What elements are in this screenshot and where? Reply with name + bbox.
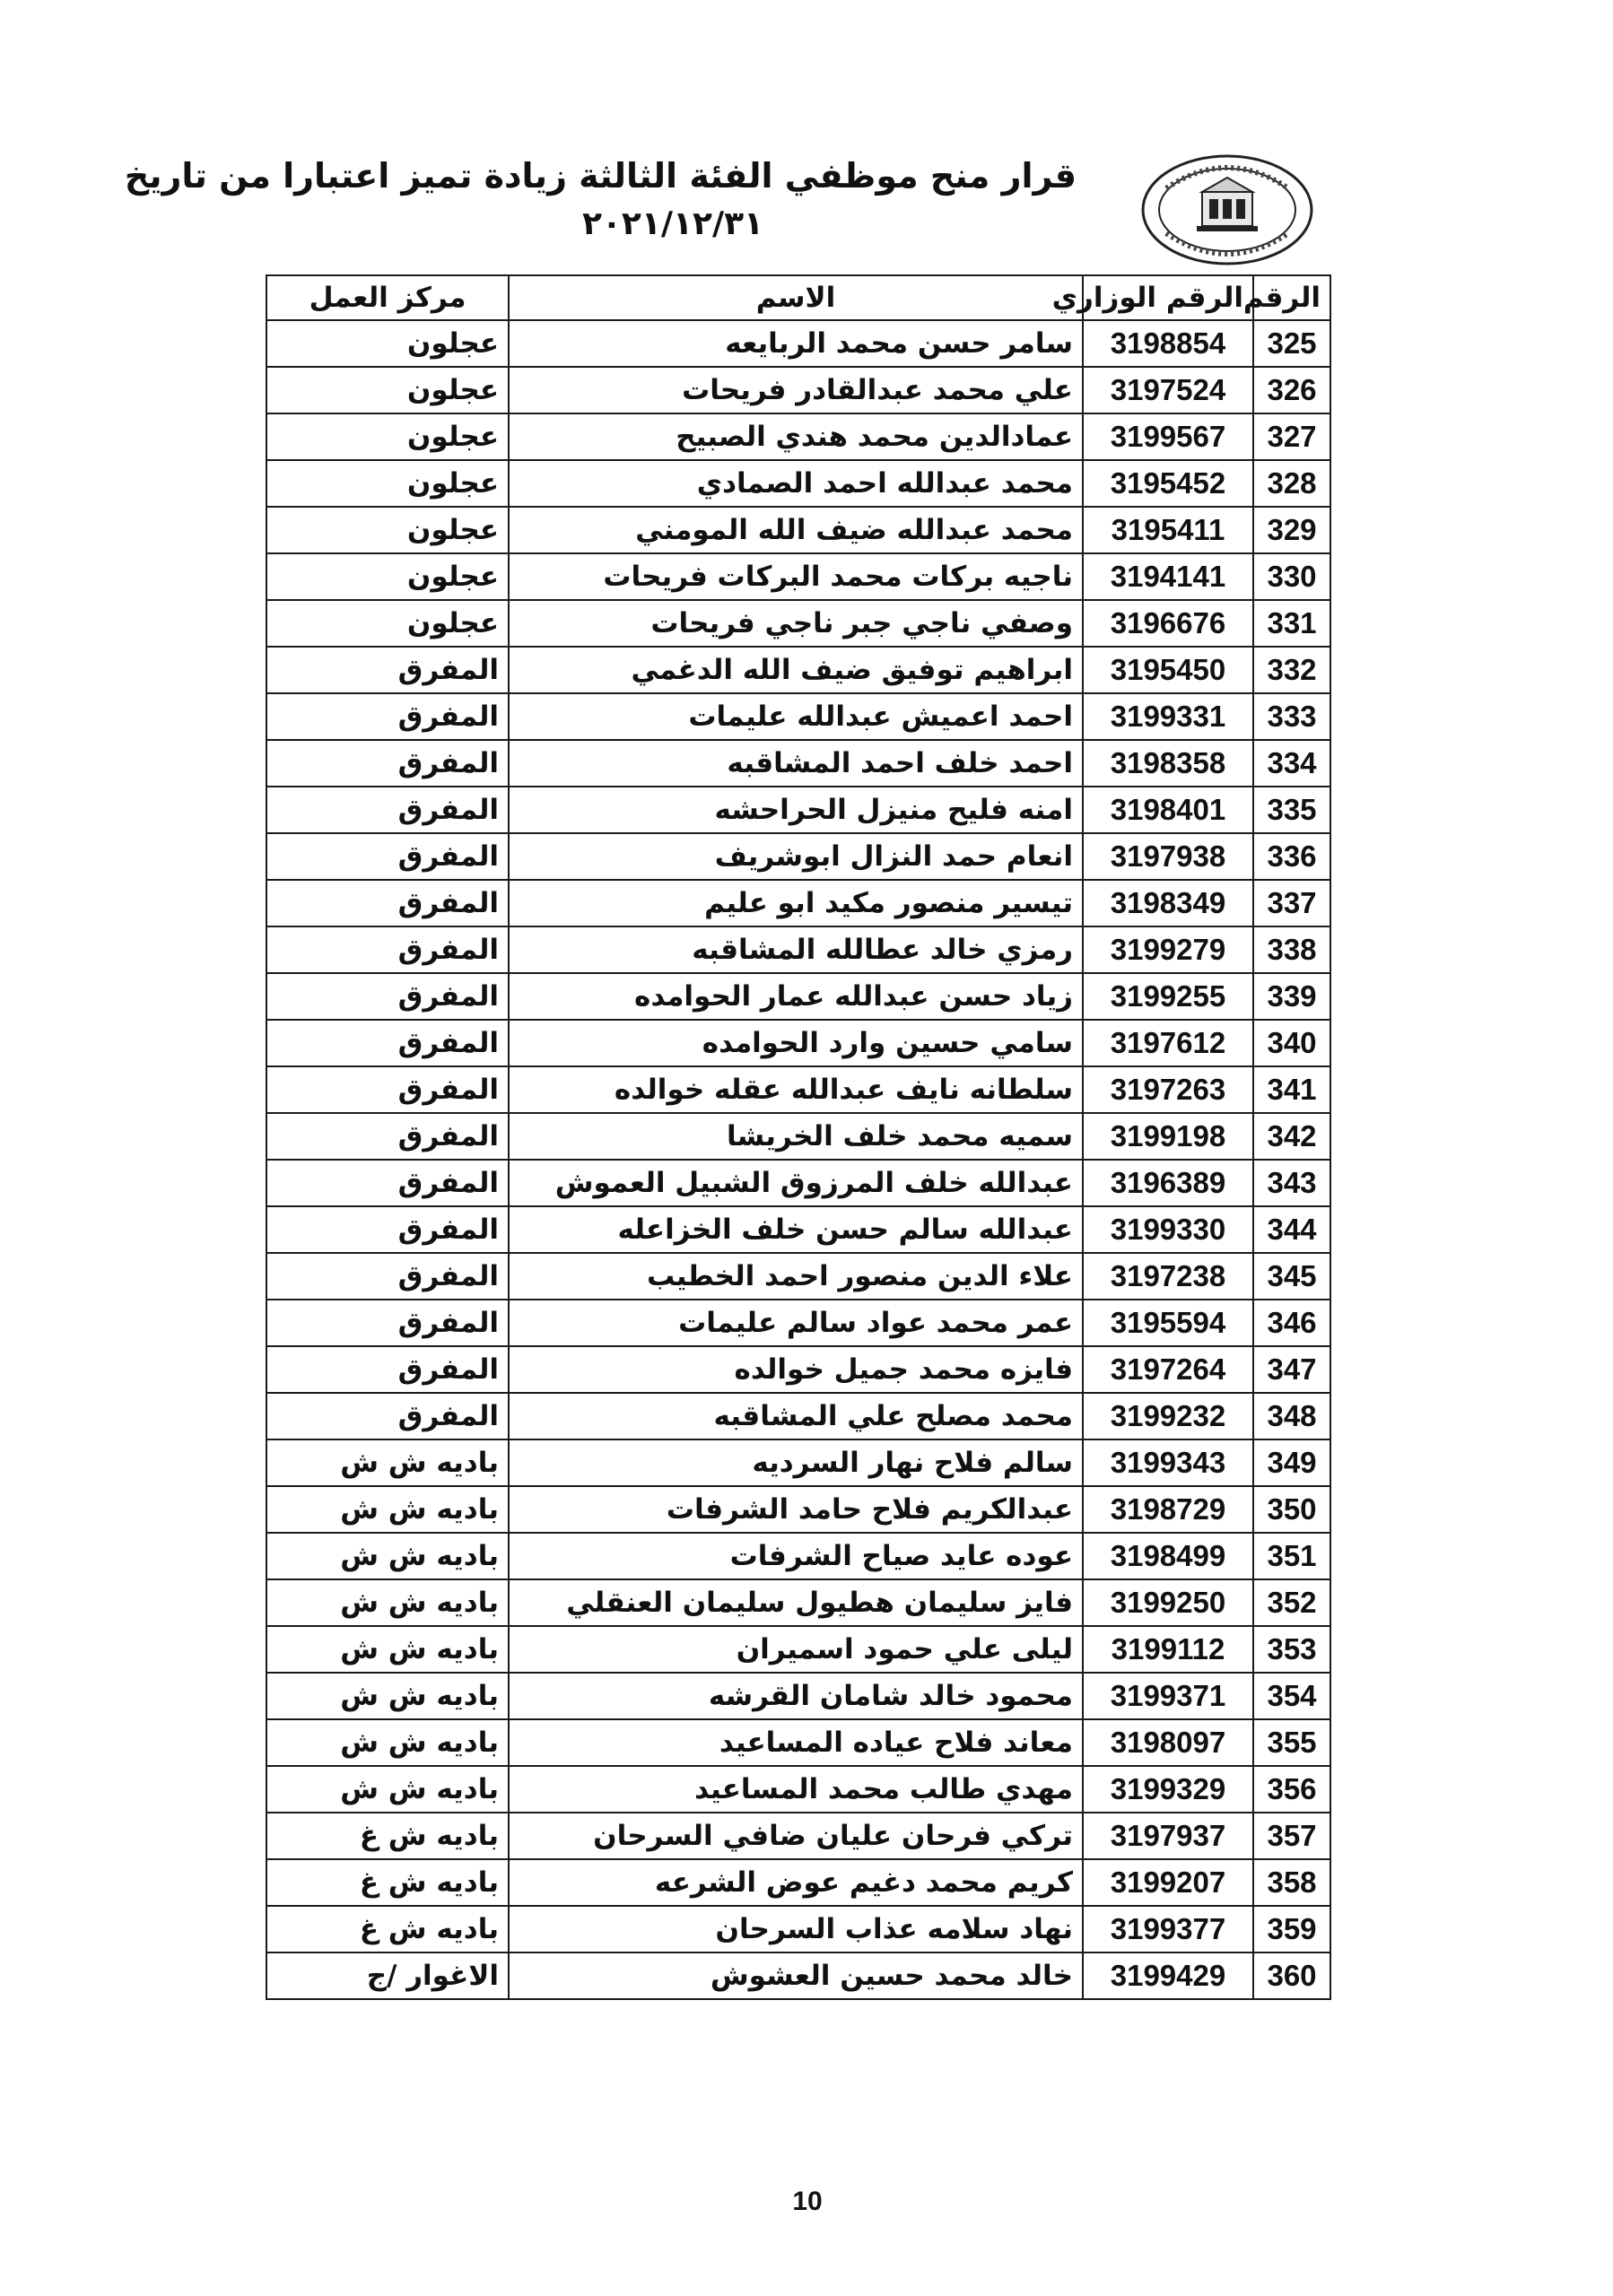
cell-number: 329 (1253, 507, 1330, 553)
cell-number: 336 (1253, 833, 1330, 880)
cell-ministerial-number: 3197264 (1083, 1346, 1253, 1393)
cell-ministerial-number: 3199377 (1083, 1906, 1253, 1952)
cell-number: 331 (1253, 600, 1330, 647)
cell-ministerial-number: 3198358 (1083, 740, 1253, 787)
page-number: 10 (792, 2187, 823, 2216)
column-header-ministerial-number: الرقم الوزاري (1083, 275, 1253, 320)
table-row (266, 1346, 1330, 1393)
cell-workplace: باديه ش ش (266, 1533, 509, 1579)
cell-number: 326 (1253, 367, 1330, 413)
cell-ministerial-number: 3199250 (1083, 1579, 1253, 1626)
table-row (266, 740, 1330, 787)
cell-name: محمد عبدالله احمد الصمادي (509, 460, 1083, 507)
employees-table (266, 274, 1331, 2000)
cell-number: 334 (1253, 740, 1330, 787)
cell-number: 354 (1253, 1673, 1330, 1719)
table-row (266, 926, 1330, 973)
table-row (266, 693, 1330, 740)
cell-ministerial-number: 3195411 (1083, 507, 1253, 553)
table-row (266, 1906, 1330, 1952)
table-row (266, 1020, 1330, 1066)
cell-number: 355 (1253, 1719, 1330, 1766)
cell-number: 335 (1253, 787, 1330, 833)
table-row (266, 1952, 1330, 1999)
cell-ministerial-number: 3196389 (1083, 1160, 1253, 1206)
cell-name: عبدالكريم فلاح حامد الشرفات (509, 1486, 1083, 1533)
table-row (266, 600, 1330, 647)
cell-workplace: باديه ش ش (266, 1766, 509, 1813)
table-row (266, 1533, 1330, 1579)
cell-ministerial-number: 3199232 (1083, 1393, 1253, 1439)
cell-workplace: باديه ش غ (266, 1813, 509, 1859)
cell-ministerial-number: 3199371 (1083, 1673, 1253, 1719)
cell-number: 337 (1253, 880, 1330, 926)
cell-number: 347 (1253, 1346, 1330, 1393)
cell-workplace: عجلون (266, 553, 509, 600)
cell-number: 330 (1253, 553, 1330, 600)
cell-workplace: باديه ش ش (266, 1439, 509, 1486)
title-line-1: قرار منح موظفي الفئة الثالثة زيادة تميز اعتبارا من تاريخ (124, 156, 1077, 196)
cell-name: علاء الدين منصور احمد الخطيب (509, 1253, 1083, 1300)
cell-ministerial-number: 3197937 (1083, 1813, 1253, 1859)
cell-name: انعام حمد النزال ابوشريف (509, 833, 1083, 880)
cell-number: 340 (1253, 1020, 1330, 1066)
cell-workplace: المفرق (266, 1020, 509, 1066)
cell-ministerial-number: 3197238 (1083, 1253, 1253, 1300)
table-row (266, 460, 1330, 507)
table-row (266, 1113, 1330, 1160)
table-row (266, 1439, 1330, 1486)
cell-name: ابراهيم توفيق ضيف الله الدغمي (509, 647, 1083, 693)
cell-number: 338 (1253, 926, 1330, 973)
cell-name: مهدي طالب محمد المساعيد (509, 1766, 1083, 1813)
cell-number: 344 (1253, 1206, 1330, 1253)
column-header-workplace: مركز العمل (266, 275, 509, 320)
cell-number: 339 (1253, 973, 1330, 1020)
table-row (266, 367, 1330, 413)
cell-ministerial-number: 3198097 (1083, 1719, 1253, 1766)
cell-number: 333 (1253, 693, 1330, 740)
table-row (266, 973, 1330, 1020)
cell-number: 360 (1253, 1952, 1330, 1999)
cell-number: 353 (1253, 1626, 1330, 1673)
cell-name: عمادالدين محمد هندي الصبيح (509, 413, 1083, 460)
cell-ministerial-number: 3198854 (1083, 320, 1253, 367)
cell-workplace: المفرق (266, 647, 509, 693)
table-row (266, 1859, 1330, 1906)
table-row (266, 787, 1330, 833)
cell-name: عوده عايد صياح الشرفات (509, 1533, 1083, 1579)
cell-ministerial-number: 3199330 (1083, 1206, 1253, 1253)
table-row (266, 1160, 1330, 1206)
cell-ministerial-number: 3199343 (1083, 1439, 1253, 1486)
table-row (266, 1253, 1330, 1300)
cell-name: فايزه محمد جميل خوالده (509, 1346, 1083, 1393)
cell-name: تيسير منصور مكيد ابو عليم (509, 880, 1083, 926)
cell-ministerial-number: 3195452 (1083, 460, 1253, 507)
cell-ministerial-number: 3195594 (1083, 1300, 1253, 1346)
cell-number: 328 (1253, 460, 1330, 507)
cell-number: 351 (1253, 1533, 1330, 1579)
cell-workplace: باديه ش ش (266, 1579, 509, 1626)
cell-workplace: المفرق (266, 833, 509, 880)
cell-name: ليلى علي حمود اسميران (509, 1626, 1083, 1673)
cell-ministerial-number: 3196676 (1083, 600, 1253, 647)
cell-name: سلطانه نايف عبدالله عقله خوالده (509, 1066, 1083, 1113)
cell-number: 352 (1253, 1579, 1330, 1626)
cell-name: ناجيه بركات محمد البركات فريحات (509, 553, 1083, 600)
cell-number: 349 (1253, 1439, 1330, 1486)
table-row (266, 1719, 1330, 1766)
table-row (266, 1766, 1330, 1813)
cell-number: 343 (1253, 1160, 1330, 1206)
cell-ministerial-number: 3197524 (1083, 367, 1253, 413)
cell-number: 325 (1253, 320, 1330, 367)
table-row (266, 833, 1330, 880)
cell-name: كريم محمد دغيم عوض الشرعه (509, 1859, 1083, 1906)
cell-workplace: المفرق (266, 1160, 509, 1206)
table-row (266, 507, 1330, 553)
table-row (266, 553, 1330, 600)
cell-number: 332 (1253, 647, 1330, 693)
cell-name: احمد خلف احمد المشاقبه (509, 740, 1083, 787)
cell-ministerial-number: 3198349 (1083, 880, 1253, 926)
cell-number: 341 (1253, 1066, 1330, 1113)
cell-name: محمد عبدالله ضيف الله المومني (509, 507, 1083, 553)
table-row (266, 647, 1330, 693)
cell-workplace: عجلون (266, 460, 509, 507)
cell-name: سامي حسين وارد الحوامده (509, 1020, 1083, 1066)
cell-number: 345 (1253, 1253, 1330, 1300)
table-row (266, 880, 1330, 926)
cell-name: عبدالله خلف المرزوق الشبيل العموش (509, 1160, 1083, 1206)
cell-name: معاند فلاح عياده المساعيد (509, 1719, 1083, 1766)
cell-name: عبدالله سالم حسن خلف الخزاعله (509, 1206, 1083, 1253)
cell-name: نهاد سلامه عذاب السرحان (509, 1906, 1083, 1952)
cell-number: 357 (1253, 1813, 1330, 1859)
cell-ministerial-number: 3194141 (1083, 553, 1253, 600)
cell-name: زياد حسن عبدالله عمار الحوامده (509, 973, 1083, 1020)
cell-workplace: باديه ش غ (266, 1859, 509, 1906)
cell-ministerial-number: 3199207 (1083, 1859, 1253, 1906)
table-row (266, 1626, 1330, 1673)
cell-workplace: المفرق (266, 1393, 509, 1439)
cell-workplace: باديه ش ش (266, 1673, 509, 1719)
table-row (266, 413, 1330, 460)
cell-ministerial-number: 3195450 (1083, 647, 1253, 693)
table-row (266, 1206, 1330, 1253)
cell-name: فايز سليمان هطيول سليمان العنقلي (509, 1579, 1083, 1626)
cell-ministerial-number: 3199429 (1083, 1952, 1253, 1999)
cell-workplace: المفرق (266, 787, 509, 833)
cell-workplace: عجلون (266, 367, 509, 413)
table-row (266, 1066, 1330, 1113)
cell-workplace: المفرق (266, 926, 509, 973)
table-header-row (266, 275, 1330, 320)
cell-number: 356 (1253, 1766, 1330, 1813)
cell-ministerial-number: 3199329 (1083, 1766, 1253, 1813)
cell-name: تركي فرحان عليان ضافي السرحان (509, 1813, 1083, 1859)
cell-number: 342 (1253, 1113, 1330, 1160)
cell-name: سميه محمد خلف الخريشا (509, 1113, 1083, 1160)
cell-workplace: المفرق (266, 1206, 509, 1253)
cell-ministerial-number: 3197612 (1083, 1020, 1253, 1066)
cell-ministerial-number: 3198729 (1083, 1486, 1253, 1533)
cell-ministerial-number: 3199567 (1083, 413, 1253, 460)
cell-workplace: عجلون (266, 320, 509, 367)
cell-name: خالد محمد حسين العشوش (509, 1952, 1083, 1999)
table-row (266, 1813, 1330, 1859)
cell-name: امنه فليح منيزل الحراحشه (509, 787, 1083, 833)
table-row (266, 320, 1330, 367)
cell-ministerial-number: 3197938 (1083, 833, 1253, 880)
cell-workplace: المفرق (266, 1253, 509, 1300)
cell-name: علي محمد عبدالقادر فريحات (509, 367, 1083, 413)
cell-ministerial-number: 3198401 (1083, 787, 1253, 833)
cell-workplace: عجلون (266, 413, 509, 460)
cell-name: رمزي خالد عطالله المشاقبه (509, 926, 1083, 973)
cell-name: سالم فلاح نهار السرديه (509, 1439, 1083, 1486)
cell-name: محمد مصلح علي المشاقبه (509, 1393, 1083, 1439)
cell-workplace: المفرق (266, 880, 509, 926)
document-title (124, 151, 1077, 248)
title-date: ٢٠٢١/١٢/٣١ (581, 205, 764, 242)
cell-workplace: عجلون (266, 600, 509, 647)
cell-ministerial-number: 3197263 (1083, 1066, 1253, 1113)
cell-number: 358 (1253, 1859, 1330, 1906)
cell-ministerial-number: 3199198 (1083, 1113, 1253, 1160)
cell-number: 348 (1253, 1393, 1330, 1439)
cell-name: وصفي ناجي جبر ناجي فريحات (509, 600, 1083, 647)
cell-ministerial-number: 3199112 (1083, 1626, 1253, 1673)
cell-workplace: عجلون (266, 507, 509, 553)
cell-ministerial-number: 3199279 (1083, 926, 1253, 973)
cell-workplace: المفرق (266, 1300, 509, 1346)
table-row (266, 1579, 1330, 1626)
cell-ministerial-number: 3198499 (1083, 1533, 1253, 1579)
table-row (266, 1393, 1330, 1439)
cell-workplace: المفرق (266, 973, 509, 1020)
cell-workplace: المفرق (266, 740, 509, 787)
cell-workplace: باديه ش ش (266, 1626, 509, 1673)
ministry-seal-icon (1139, 152, 1315, 267)
cell-workplace: المفرق (266, 1346, 509, 1393)
cell-name: عمر محمد عواد سالم عليمات (509, 1300, 1083, 1346)
cell-name: احمد اعميش عبدالله عليمات (509, 693, 1083, 740)
table-row (266, 1300, 1330, 1346)
cell-ministerial-number: 3199331 (1083, 693, 1253, 740)
cell-name: سامر حسن محمد الربايعه (509, 320, 1083, 367)
cell-workplace: باديه ش غ (266, 1906, 509, 1952)
cell-workplace: الاغوار /ج (266, 1952, 509, 1999)
column-header-name: الاسم (509, 275, 1083, 320)
cell-workplace: المفرق (266, 693, 509, 740)
cell-number: 359 (1253, 1906, 1330, 1952)
cell-workplace: باديه ش ش (266, 1486, 509, 1533)
cell-name: محمود خالد شامان القرشه (509, 1673, 1083, 1719)
cell-number: 346 (1253, 1300, 1330, 1346)
cell-ministerial-number: 3199255 (1083, 973, 1253, 1020)
table-body (266, 320, 1330, 1999)
cell-number: 327 (1253, 413, 1330, 460)
cell-workplace: المفرق (266, 1113, 509, 1160)
cell-workplace: باديه ش ش (266, 1719, 509, 1766)
cell-number: 350 (1253, 1486, 1330, 1533)
cell-workplace: المفرق (266, 1066, 509, 1113)
table-row (266, 1486, 1330, 1533)
column-header-number: الرقم (1253, 275, 1330, 320)
table-row (266, 1673, 1330, 1719)
